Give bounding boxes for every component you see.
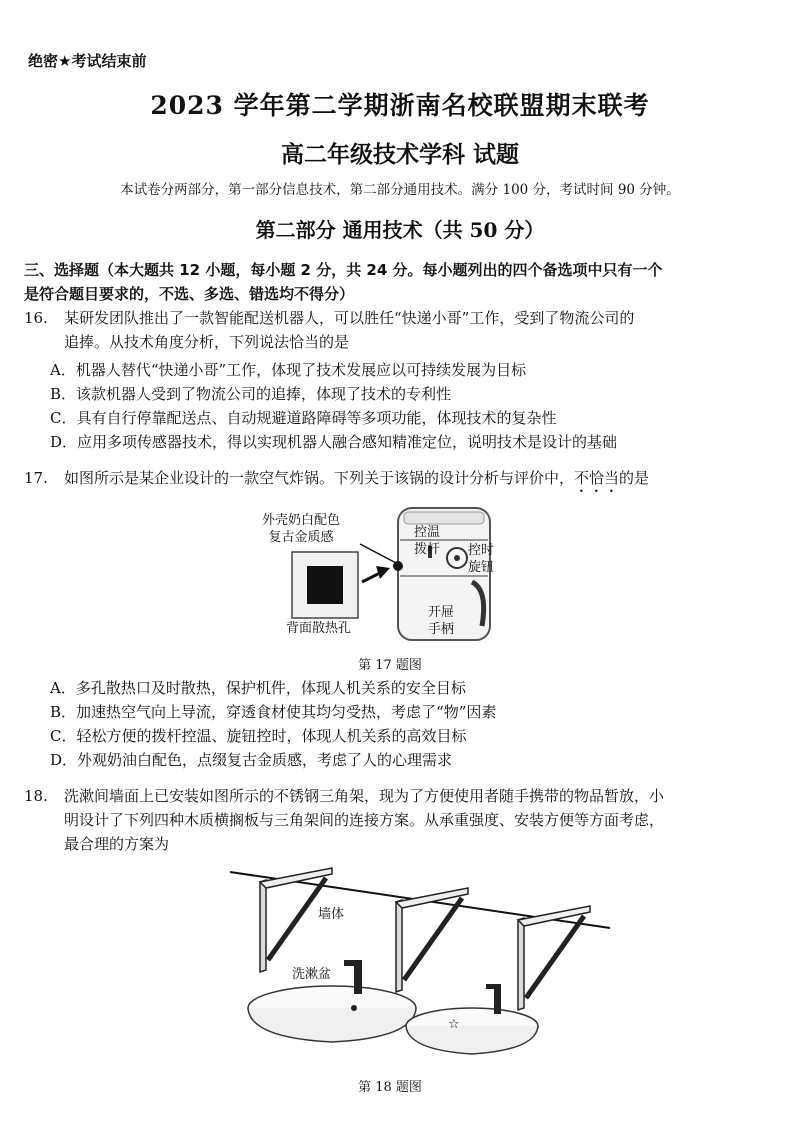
shell-leader-line <box>360 544 398 564</box>
bracket-figure <box>220 860 620 1060</box>
question-stem-line1: 洗漱间墙面上已安装如图所示的不锈钢三角架，现为了方便使用者随手携带的物品暂放，小 <box>64 787 665 805</box>
question-stem-line2: 明设计了下列四种木质横搁板与三角架间的连接方案。从承重强度、安装方便等方面考虑， <box>64 811 665 829</box>
question-16 <box>24 306 764 354</box>
question-number: 18. <box>24 787 48 805</box>
figure-18-caption: 第 18 题图 <box>358 1080 422 1095</box>
label-temp-lever <box>414 524 440 558</box>
label-shell <box>262 512 340 546</box>
label-shell-line2: 复古金质感 <box>268 530 334 545</box>
basin-1 <box>248 960 416 1042</box>
exam-subtitle: 高二年级技术学科 试题 <box>280 141 519 168</box>
label-timer-line1: 控时 <box>468 543 495 558</box>
question-stem-emphasis: 不恰当 <box>574 469 620 487</box>
section-heading-line1: 三、选择题（本大题共 12 小题，每小题 2 分，共 24 分。每小题列出的四个备选项中只有一个 <box>24 261 663 279</box>
q17-options <box>50 676 770 772</box>
option-c: C．具有自行停靠配送点、自动规避道路障碍等多项功能，体现技术的复杂性 <box>50 409 557 427</box>
label-temp-line1: 控温 <box>414 525 441 540</box>
bracket-3 <box>518 906 590 1010</box>
label-handle <box>428 604 454 638</box>
question-number: 16. <box>24 309 48 327</box>
option-b: B．加速热空气向上导流，穿透食材使其均匀受热，考虑了“物”因素 <box>50 703 497 721</box>
section-heading-line2: 是符合题目要求的，不选、多选、错选均不得分） <box>24 285 355 303</box>
label-handle-line1: 开屉 <box>428 605 455 620</box>
timer-knob-center <box>454 555 460 561</box>
option-c: C．轻松方便的拨杆控温、旋钮控时，体现人机关系的高效目标 <box>50 727 467 745</box>
option-a: A．机器人替代“快递小哥”工作，体现了技术发展应以可持续发展为目标 <box>50 361 527 379</box>
shell-marker-dot <box>393 561 403 571</box>
option-a: A．多孔散热口及时散热，保护机件，体现人机关系的安全目标 <box>50 679 466 697</box>
label-shell-line1: 外壳奶白配色 <box>262 513 341 528</box>
question-stem-line3: 最合理的方案为 <box>64 835 170 853</box>
figure-17-caption: 第 17 题图 <box>358 658 422 673</box>
q16-options <box>50 358 770 454</box>
option-d: D．应用多项传感器技术，得以实现机器人融合感知精准定位，说明技术是设计的基础 <box>50 433 618 451</box>
question-17 <box>24 466 764 496</box>
option-d: D．外观奶油白配色，点缀复古金质感，考虑了人的心理需求 <box>50 751 453 769</box>
vent-hole <box>307 566 343 604</box>
fryer-top-panel <box>404 512 484 524</box>
option-b: B．该款机器人受到了物流公司的追捧，体现了技术的专利性 <box>50 385 452 403</box>
arrow-head <box>376 566 390 579</box>
secret-mark: 绝密★考试结束前 <box>28 52 147 70</box>
label-timer-knob <box>468 542 494 576</box>
part-title: 第二部分 通用技术（共 50 分） <box>255 218 545 242</box>
star-mark-icon: ☆ <box>448 1017 460 1032</box>
label-handle-line2: 手柄 <box>428 622 455 637</box>
label-basin: 洗漱盆 <box>292 967 332 982</box>
question-number: 17. <box>24 469 48 487</box>
question-stem-line2: 追捧。从技术角度分析，下列说法恰当的是 <box>64 333 350 351</box>
label-timer-line2: 旋钮 <box>468 560 495 575</box>
section-heading <box>24 258 764 306</box>
question-stem-end: 的是 <box>619 469 650 487</box>
exam-title: 2023 学年第二学期浙南名校联盟期末联考 <box>150 91 650 120</box>
question-18 <box>24 784 764 856</box>
question-stem-line1: 某研发团队推出了一款智能配送机器人，可以胜任“快递小哥”工作，受到了物流公司的 <box>64 309 635 327</box>
label-temp-line2: 拨杆 <box>414 542 441 557</box>
question-stem: 如图所示是某企业设计的一款空气炸锅。下列关于该锅的设计分析与评价中， <box>64 469 575 487</box>
label-wall: 墙体 <box>318 907 345 922</box>
exam-intro: 本试卷分两部分，第一部分信息技术，第二部分通用技术。满分 100 分，考试时间 90 分钟。 <box>120 182 680 198</box>
label-vent: 背面散热孔 <box>286 621 352 636</box>
bracket-2 <box>396 888 468 992</box>
